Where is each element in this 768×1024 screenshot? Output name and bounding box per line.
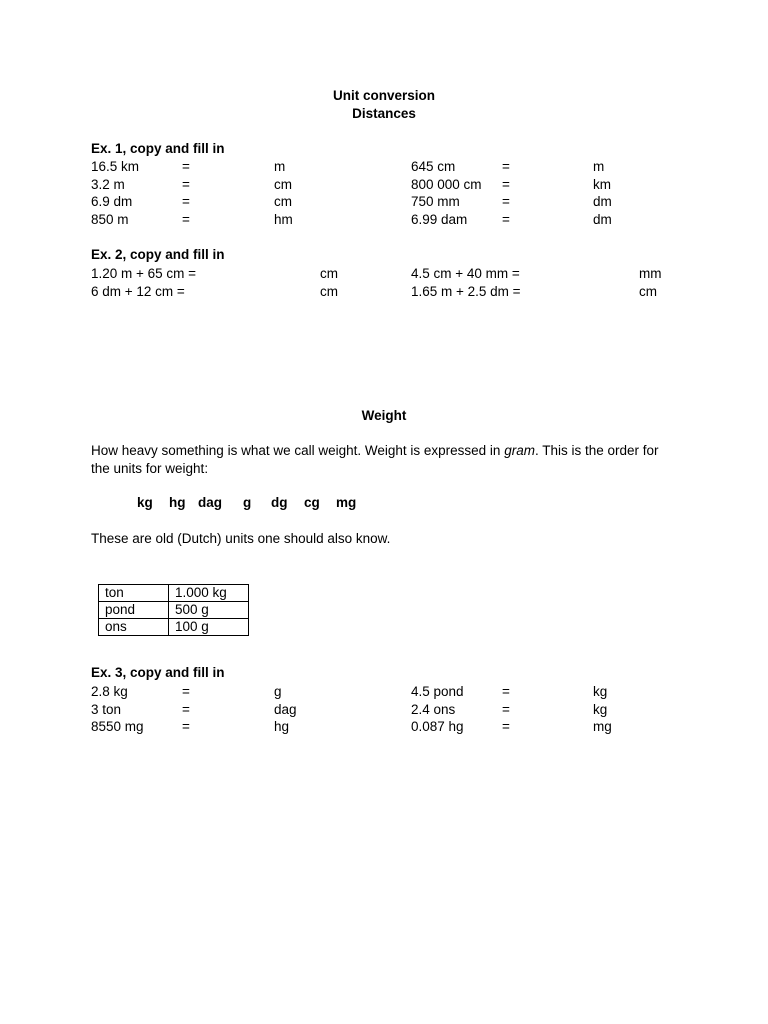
equals-sign: = [502,684,510,699]
table-row [99,619,249,636]
ex2-expression: 4.5 cm + 40 mm = [411,266,520,281]
weight-intro-emphasis: gram [504,443,535,458]
equals-sign: = [182,719,190,734]
ex1-value: 16.5 km [91,159,140,174]
ex2-target-unit: cm [320,284,338,299]
equals-sign: = [502,159,510,174]
ex2-target-unit: cm [320,266,338,281]
ex1-heading: Ex. 1, copy and fill in [91,141,225,156]
page-title: Unit conversion [332,88,435,103]
ex1-target-unit: cm [274,194,292,209]
ex3-target-unit: mg [593,719,612,734]
table-row [99,585,249,602]
section-title-weight: Weight [361,408,407,423]
ex2-target-unit: mm [639,266,662,281]
ex1-value: 800 000 cm [411,177,482,192]
old-unit-value: 500 g [169,602,249,619]
ex1-target-unit: m [593,159,605,174]
ex1-target-unit: hm [274,212,293,227]
equals-sign: = [182,702,190,717]
ex1-value: 750 mm [411,194,460,209]
equals-sign: = [502,702,510,717]
weight-unit: kg [137,495,153,510]
old-unit-name: ons [99,619,169,636]
ex3-value: 2.4 ons [411,702,456,717]
weight-intro-text-end: . This is the order for the units for weight: [91,443,659,476]
table-row [99,602,249,619]
old-unit-value: 100 g [169,619,249,636]
ex3-target-unit: dag [274,702,297,717]
ex3-target-unit: kg [593,702,608,717]
equals-sign: = [182,684,190,699]
ex1-target-unit: dm [593,212,612,227]
equals-sign: = [182,159,190,174]
weight-unit: g [243,495,252,510]
weight-unit: dag [198,495,223,510]
old-unit-name: ton [99,585,169,602]
ex3-target-unit: kg [593,684,608,699]
equals-sign: = [502,194,510,209]
weight-unit: mg [336,495,357,510]
old-units-intro: These are old (Dutch) units one should also know. [91,531,391,546]
ex3-value: 8550 mg [91,719,144,734]
weight-unit: hg [169,495,186,510]
old-units-table [98,584,249,636]
weight-intro-text: How heavy something is what we call weight. Weight is expressed in [91,443,505,458]
equals-sign: = [502,177,510,192]
weight-intro-paragraph [91,442,681,478]
equals-sign: = [182,212,190,227]
ex3-target-unit: g [274,684,282,699]
ex3-heading: Ex. 3, copy and fill in [91,665,225,680]
ex3-value: 4.5 pond [411,684,464,699]
ex3-value: 0.087 hg [411,719,464,734]
ex1-target-unit: dm [593,194,612,209]
ex1-value: 850 m [91,212,129,227]
ex1-value: 6.99 dam [411,212,468,227]
ex1-target-unit: m [274,159,286,174]
ex1-target-unit: km [593,177,611,192]
ex3-target-unit: hg [274,719,290,734]
ex2-expression: 1.20 m + 65 cm = [91,266,197,281]
old-unit-name: pond [99,602,169,619]
ex1-value: 3.2 m [91,177,125,192]
ex1-value: 645 cm [411,159,456,174]
ex2-expression: 1.65 m + 2.5 dm = [411,284,521,299]
ex1-target-unit: cm [274,177,292,192]
ex3-value: 2.8 kg [91,684,128,699]
old-unit-value: 1.000 kg [169,585,249,602]
equals-sign: = [182,177,190,192]
equals-sign: = [502,212,510,227]
equals-sign: = [502,719,510,734]
section-title-distances: Distances [352,106,416,121]
ex2-expression: 6 dm + 12 cm = [91,284,185,299]
weight-unit: dg [271,495,288,510]
ex1-value: 6.9 dm [91,194,133,209]
ex2-heading: Ex. 2, copy and fill in [91,247,225,262]
equals-sign: = [182,194,190,209]
ex3-value: 3 ton [91,702,122,717]
ex2-target-unit: cm [639,284,657,299]
weight-unit: cg [304,495,320,510]
